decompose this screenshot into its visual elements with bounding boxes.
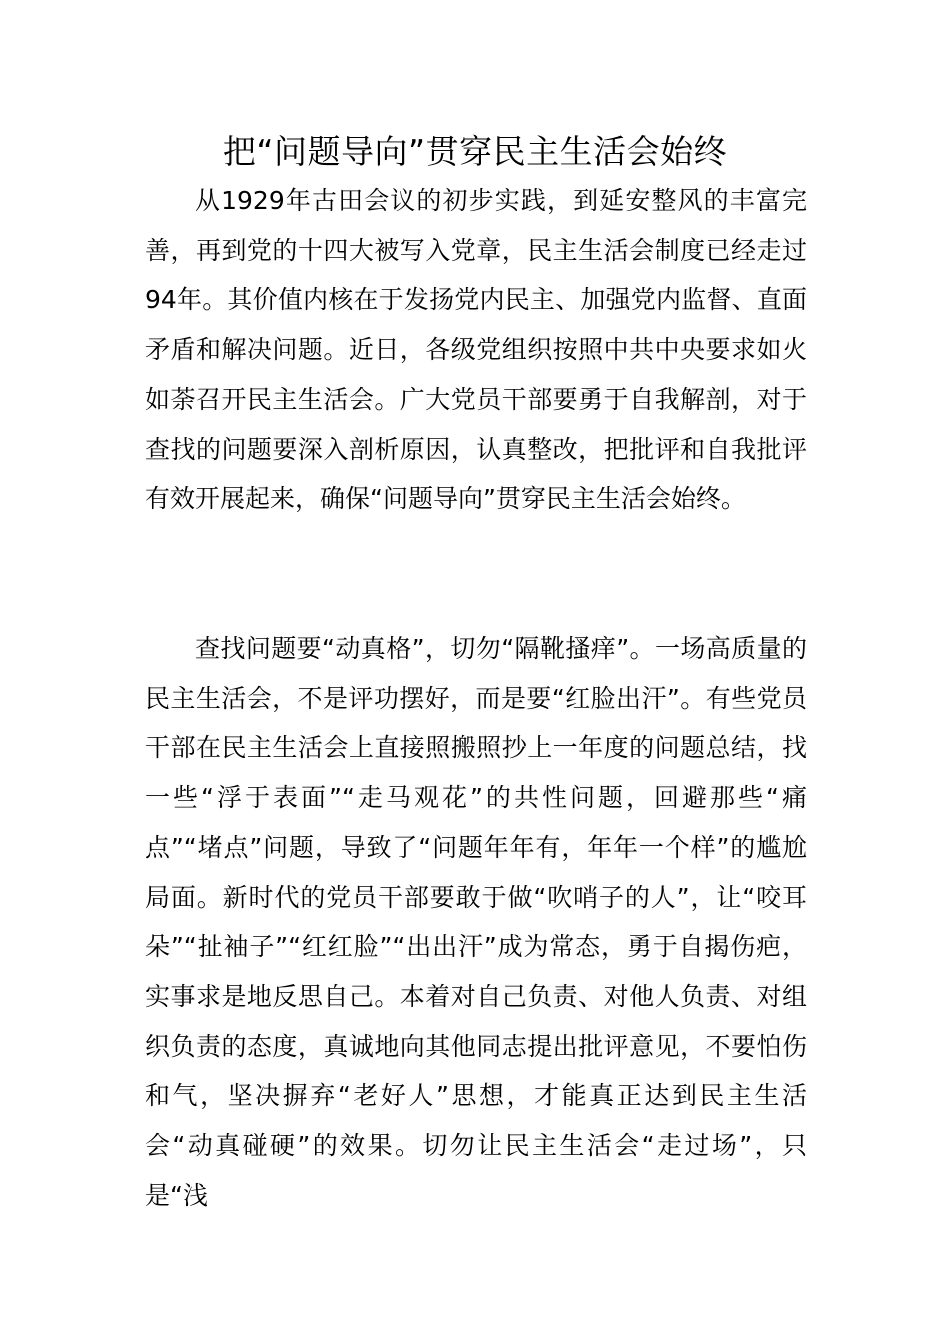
paragraph-intro: 从1929年古田会议的初步实践，到延安整风的丰富完善，再到党的十四大被写入党章，民主生活会制度已经走过94年。其价值内核在于发扬党内民主、加强党内监督、直面矛盾和解决问题。近日，各级党组织按照中共中央要求如火如荼召开民主生活会。广大党员干部要勇于自我解剖，对于查找的问题要深入剖析原因，认真整改，把批评和自我批评有效开展起来，确保“问题导向”贯穿民主生活会始终。: [145, 186, 807, 514]
document-title: 把“问题导向”贯穿民主生活会始终: [222, 132, 728, 171]
paragraph-finding-problems: 查找问题要“动真格”，切勿“隔靴搔痒”。一场高质量的民主生活会，不是评功摆好，而是要“红脸出汗”。有些党员干部在民主生活会上直接照搬照抄上一年度的问题总结，找一些“浮于表面”“走马观花”的共性问题，回避那些“痛点”“堵点”问题，导致了“问题年年有，年年一个样”的尴尬局面。新时代的党员干部要敢于做“吹哨子的人”，让“咬耳朵”“扯袖子”“红红脸”“出出汗”成为常态，勇于自揭伤疤，实事求是地反思自己。本着对自己负责、对他人负责、对组织负责的态度，真诚地向其他同志提出批评意见，不要怕伤和气，坚决摒弃“老好人”思想，才能真正达到民主生活会“动真碰硬”的效果。切勿让民主生活会“走过场”，只是“浅: [145, 634, 807, 1210]
